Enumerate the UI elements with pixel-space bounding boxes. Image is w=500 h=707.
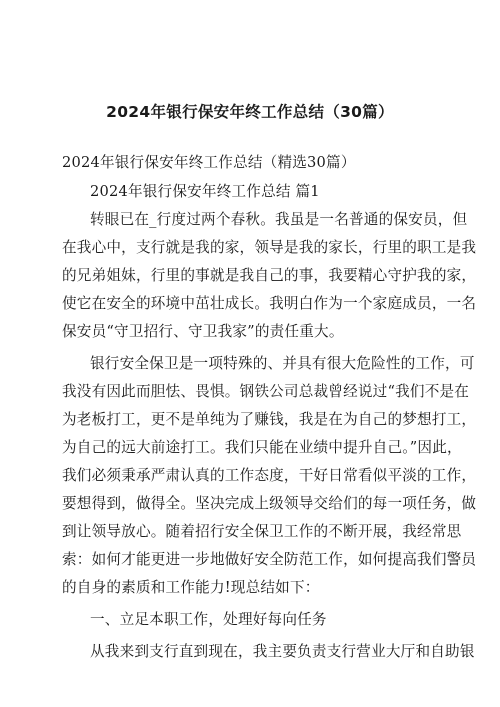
- paragraph-line: 我们必须秉承严肃认真的工作态度，干好日常看似平淡的工作，: [62, 467, 477, 484]
- paragraph-line: 为老板打工，更不是单纯为了赚钱，我是在为自己的梦想打工，: [62, 411, 477, 428]
- paragraph-line: 的兄弟姐妹，行里的事就是我自己的事，我要精心守护我的家，: [62, 267, 477, 284]
- paragraph-line: 银行安全保卫是一项特殊的、并具有很大危险性的工作，可: [90, 355, 475, 372]
- paragraph-line: 转眼已在_行度过两个春秋。我虽是一名普通的保安员，但: [90, 211, 468, 228]
- paragraph-line: 使它在安全的环境中茁壮成长。我明白作为一个家庭成员，一名: [62, 295, 477, 312]
- document-title: 2024年银行保安年终工作总结（30篇）: [106, 103, 394, 121]
- paragraph-line: 我没有因此而胆怯、畏惧。钢铁公司总裁曾经说过“我们不是在: [62, 383, 470, 400]
- paragraph-line: 保安员“守卫招行、守卫我家”的责任重大。: [62, 323, 344, 340]
- paragraph-line: 要想得到，做得全。坚决完成上级领导交给们的每一项任务，做: [62, 495, 477, 512]
- paragraph-line: 到让领导放心。随着招行安全保卫工作的不断开展，我经常思: [62, 523, 462, 540]
- subtitle-heading: 2024年银行保安年终工作总结（精选30篇）: [62, 154, 356, 171]
- paragraph-line: 从我来到支行直到现在，我主要负责支行营业大厅和自助银: [90, 643, 475, 660]
- paragraph-line: 的自身的素质和工作能力!现总结如下：: [62, 579, 320, 596]
- paragraph-line: 在我心中，支行就是我的家，领导是我的家长，行里的职工是我: [62, 239, 477, 256]
- paragraph-line: 索：如何才能更进一步地做好安全防范工作，如何提高我们警员: [62, 551, 477, 568]
- paragraph-line: 为自己的远大前途打工。我们只能在业绩中提升自己。”因此，: [62, 439, 462, 456]
- article-heading: 2024年银行保安年终工作总结 篇1: [90, 183, 320, 200]
- section-heading: 一、立足本职工作，处理好每向任务: [90, 611, 327, 628]
